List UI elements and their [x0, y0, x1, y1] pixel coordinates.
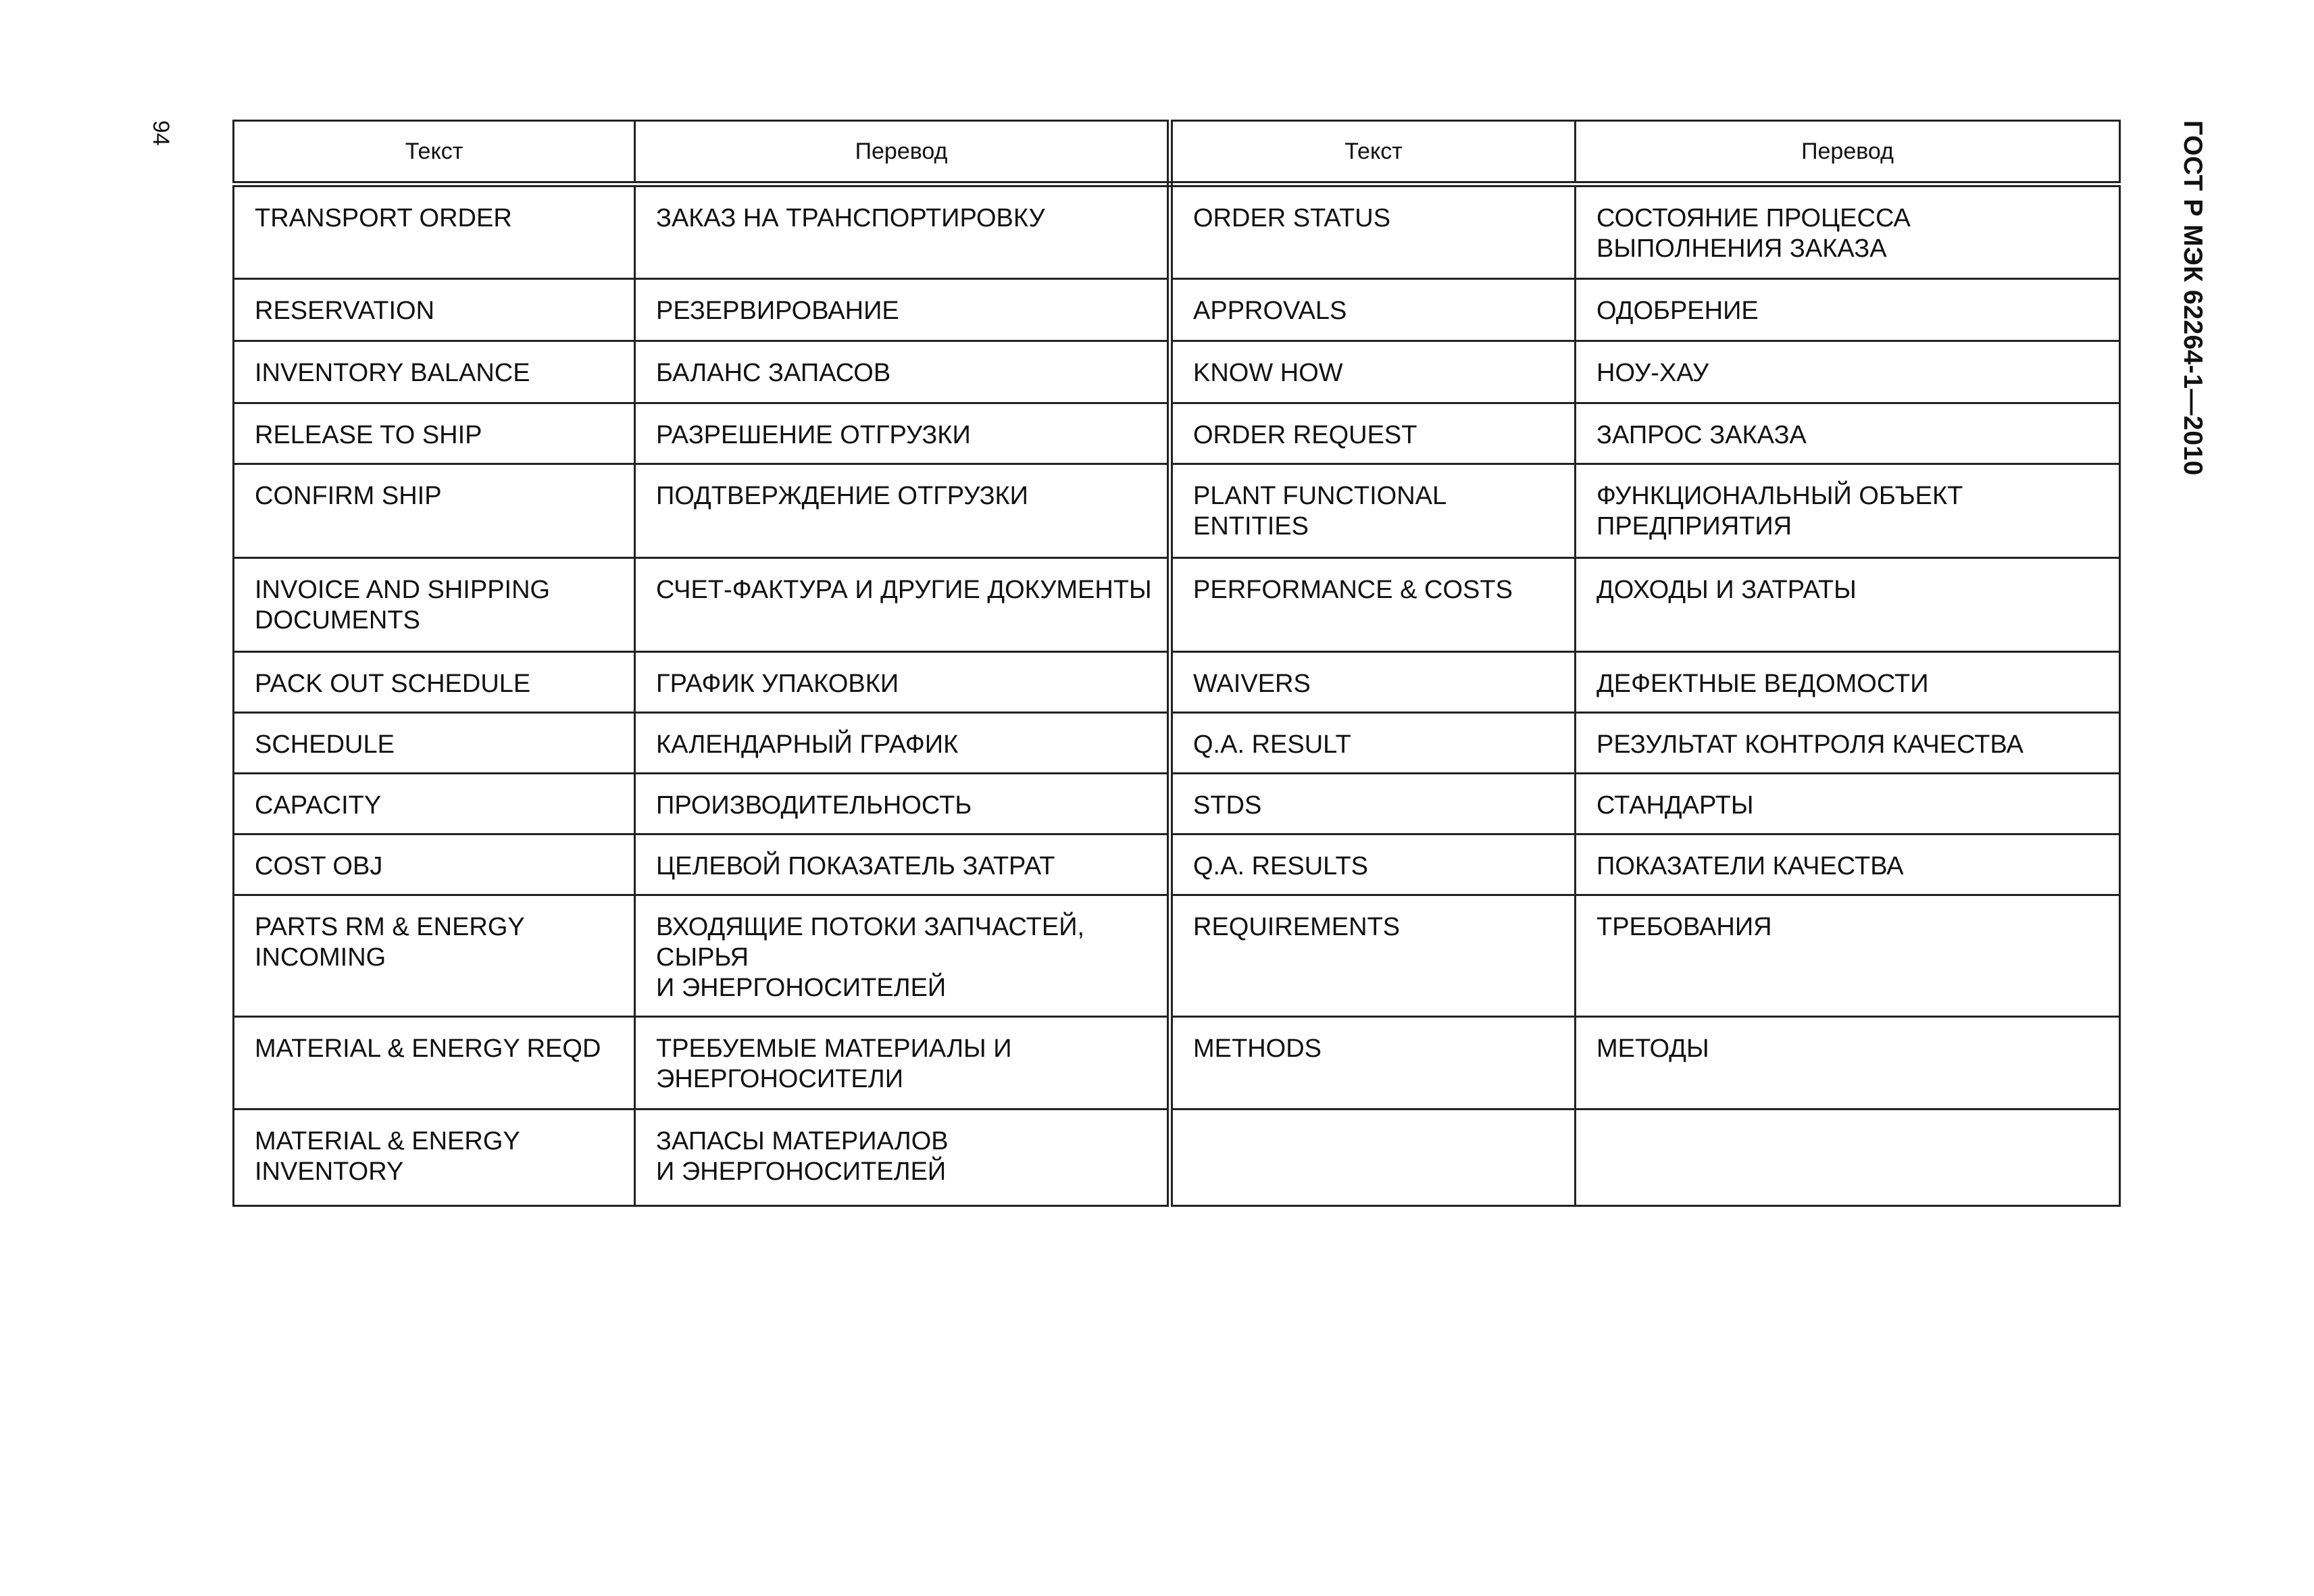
- header-text-right: Текст: [1170, 121, 1576, 184]
- header-text-left: Текст: [234, 121, 635, 184]
- term-text-right: ORDER STATUS: [1170, 184, 1576, 279]
- term-text-right: ORDER REQUEST: [1170, 403, 1576, 464]
- term-text-right: [1170, 1109, 1576, 1206]
- term-text-left: INVOICE AND SHIPPING DOCUMENTS: [234, 558, 635, 652]
- document-code: ГОСТ Р МЭК 62264-1—2010: [2178, 120, 2207, 476]
- term-text-left: PACK OUT SCHEDULE: [234, 652, 635, 713]
- term-text-right: PLANT FUNCTIONAL ENTITIES: [1170, 464, 1576, 558]
- term-text-right: KNOW HOW: [1170, 341, 1576, 403]
- table-row: [234, 774, 2120, 834]
- term-translation-left: ЗАПАСЫ МАТЕРИАЛОВ И ЭНЕРГОНОСИТЕЛЕЙ: [635, 1109, 1170, 1206]
- term-translation-left: ПРОИЗВОДИТЕЛЬНОСТЬ: [635, 774, 1170, 834]
- table-body: [234, 184, 2120, 1206]
- header-translation-left: Перевод: [635, 121, 1170, 184]
- term-translation-left: ЗАКАЗ НА ТРАНСПОРТИРОВКУ: [635, 184, 1170, 279]
- term-translation-right: РЕЗУЛЬТАТ КОНТРОЛЯ КАЧЕСТВА: [1576, 713, 2120, 774]
- term-translation-left: БАЛАНС ЗАПАСОВ: [635, 341, 1170, 403]
- term-text-right: STDS: [1170, 774, 1576, 834]
- page-number: 94: [148, 120, 174, 146]
- term-text-right: METHODS: [1170, 1017, 1576, 1109]
- term-text-right: APPROVALS: [1170, 279, 1576, 341]
- term-text-left: CAPACITY: [234, 774, 635, 834]
- table-row: [234, 403, 2120, 464]
- term-translation-left: ВХОДЯЩИЕ ПОТОКИ ЗАПЧАСТЕЙ, СЫРЬЯ И ЭНЕРГОНОСИТЕЛЕЙ: [635, 895, 1170, 1017]
- term-translation-right: [1576, 1109, 2120, 1206]
- table-header-row: [234, 121, 2120, 184]
- term-translation-right: ЗАПРОС ЗАКАЗА: [1576, 403, 2120, 464]
- term-translation-right: МЕТОДЫ: [1576, 1017, 2120, 1109]
- table-row: [234, 279, 2120, 341]
- term-text-right: WAIVERS: [1170, 652, 1576, 713]
- term-text-left: TRANSPORT ORDER: [234, 184, 635, 279]
- table-row: [234, 652, 2120, 713]
- table-row: [234, 713, 2120, 774]
- term-translation-right: ДЕФЕКТНЫЕ ВЕДОМОСТИ: [1576, 652, 2120, 713]
- term-translation-right: ПОКАЗАТЕЛИ КАЧЕСТВА: [1576, 834, 2120, 895]
- term-text-right: Q.A. RESULTS: [1170, 834, 1576, 895]
- table-row: [234, 464, 2120, 558]
- terms-table: [232, 120, 2121, 1207]
- term-translation-right: НОУ-ХАУ: [1576, 341, 2120, 403]
- term-translation-right: ФУНКЦИОНАЛЬНЫЙ ОБЪЕКТ ПРЕДПРИЯТИЯ: [1576, 464, 2120, 558]
- term-text-right: PERFORMANCE & COSTS: [1170, 558, 1576, 652]
- term-translation-right: СТАНДАРТЫ: [1576, 774, 2120, 834]
- table-row: [234, 1109, 2120, 1206]
- term-translation-left: КАЛЕНДАРНЫЙ ГРАФИК: [635, 713, 1170, 774]
- term-translation-left: ПОДТВЕРЖДЕНИЕ ОТГРУЗКИ: [635, 464, 1170, 558]
- term-text-left: COST OBJ: [234, 834, 635, 895]
- term-translation-right: СОСТОЯНИЕ ПРОЦЕССА ВЫПОЛНЕНИЯ ЗАКАЗА: [1576, 184, 2120, 279]
- header-translation-right: Перевод: [1576, 121, 2120, 184]
- term-translation-left: СЧЕТ-ФАКТУРА И ДРУГИЕ ДОКУМЕНТЫ: [635, 558, 1170, 652]
- term-translation-left: ЦЕЛЕВОЙ ПОКАЗАТЕЛЬ ЗАТРАТ: [635, 834, 1170, 895]
- term-text-left: PARTS RM & ENERGY INCOMING: [234, 895, 635, 1017]
- table-row: [234, 341, 2120, 403]
- term-translation-left: РАЗРЕШЕНИЕ ОТГРУЗКИ: [635, 403, 1170, 464]
- table-row: [234, 895, 2120, 1017]
- term-text-left: RESERVATION: [234, 279, 635, 341]
- term-translation-right: ДОХОДЫ И ЗАТРАТЫ: [1576, 558, 2120, 652]
- term-translation-right: ТРЕБОВАНИЯ: [1576, 895, 2120, 1017]
- term-text-left: CONFIRM SHIP: [234, 464, 635, 558]
- term-text-left: RELEASE TO SHIP: [234, 403, 635, 464]
- term-text-left: SCHEDULE: [234, 713, 635, 774]
- term-text-right: Q.A. RESULT: [1170, 713, 1576, 774]
- term-text-left: MATERIAL & ENERGY REQD: [234, 1017, 635, 1109]
- term-text-left: MATERIAL & ENERGY INVENTORY: [234, 1109, 635, 1206]
- term-translation-left: ГРАФИК УПАКОВКИ: [635, 652, 1170, 713]
- term-translation-left: ТРЕБУЕМЫЕ МАТЕРИАЛЫ И ЭНЕРГОНОСИТЕЛИ: [635, 1017, 1170, 1109]
- table-row: [234, 834, 2120, 895]
- term-translation-left: РЕЗЕРВИРОВАНИЕ: [635, 279, 1170, 341]
- table-row: [234, 184, 2120, 279]
- table-row: [234, 1017, 2120, 1109]
- terms-table-container: [232, 120, 2119, 1207]
- term-text-right: REQUIREMENTS: [1170, 895, 1576, 1017]
- term-text-left: INVENTORY BALANCE: [234, 341, 635, 403]
- table-row: [234, 558, 2120, 652]
- term-translation-right: ОДОБРЕНИЕ: [1576, 279, 2120, 341]
